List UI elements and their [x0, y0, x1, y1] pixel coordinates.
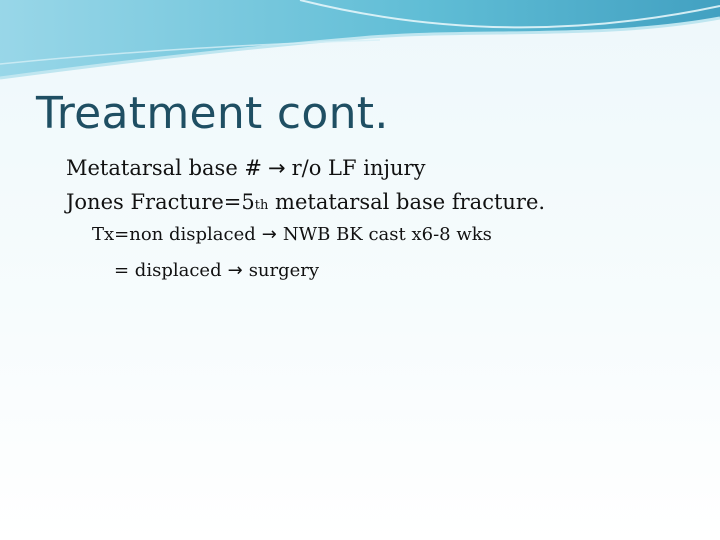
- sub-bullet-text: = displaced: [114, 260, 222, 281]
- right-arrow-icon: →: [227, 260, 243, 281]
- sub-bullet-non-displaced: [70, 224, 704, 260]
- decorative-header-wave: [0, 0, 720, 90]
- sub-bullet-displaced: [70, 260, 704, 296]
- bullet-list: [44, 156, 704, 296]
- sub-bullet-text: NWB BK cast x6-8 wks: [282, 224, 492, 245]
- bullet-jones-fracture: Jones Fracture=5 th metatarsal base fracture.: [66, 190, 546, 214]
- bullet-metatarsal-base: [44, 156, 704, 190]
- bullet-text: Jones Fracture=5: [66, 190, 255, 214]
- slide-title: Treatment cont.: [36, 88, 389, 139]
- right-arrow-icon: →: [268, 156, 286, 180]
- bullet-text: Metatarsal base #: [66, 156, 263, 180]
- bullet-text: r/o LF injury: [291, 156, 426, 180]
- right-arrow-icon: →: [261, 224, 277, 245]
- sub-bullet-text: surgery: [248, 260, 320, 281]
- sub-bullet-text: Tx=non displaced: [92, 224, 256, 245]
- bullet-text: metatarsal base fracture.: [268, 190, 546, 214]
